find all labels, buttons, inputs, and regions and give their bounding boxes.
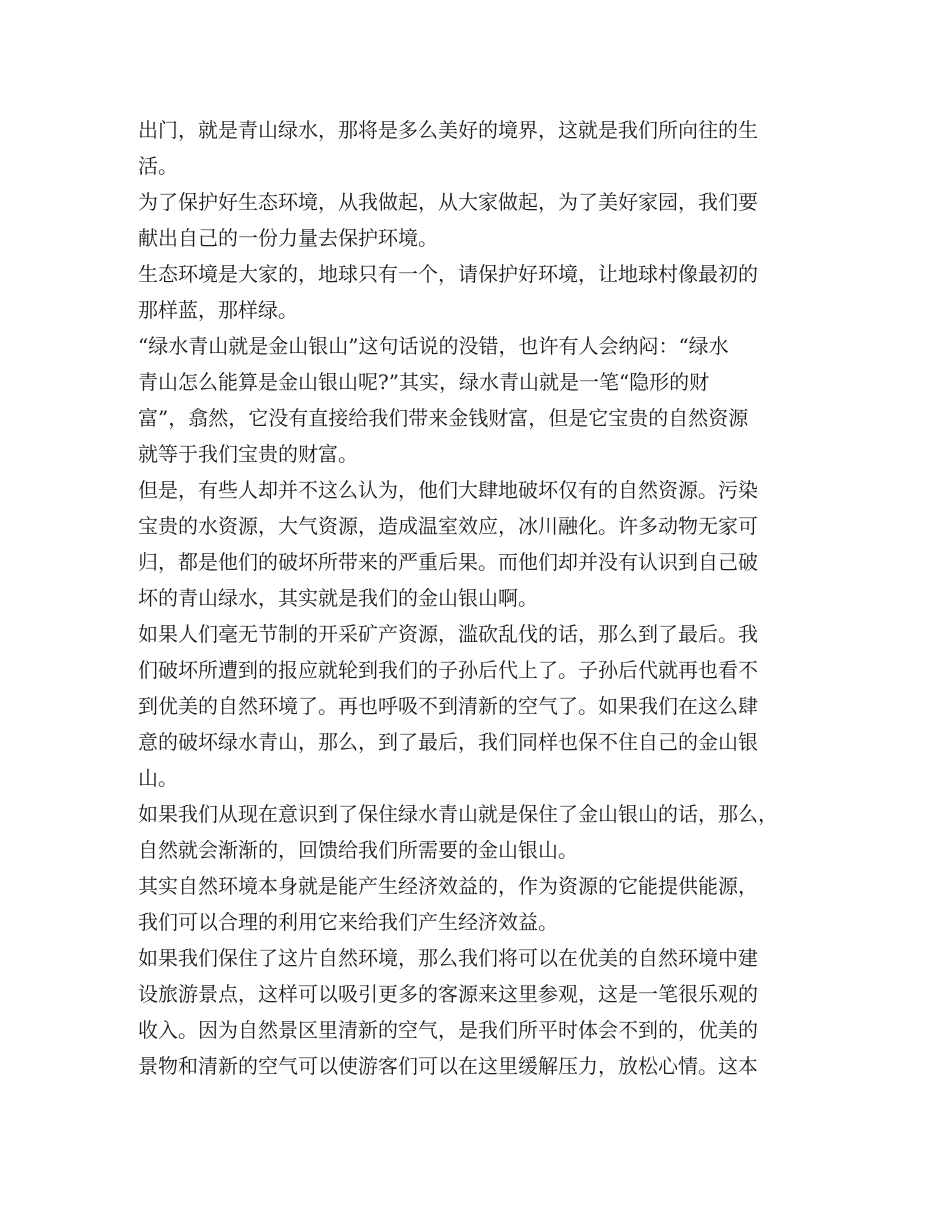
text-line: 坏的青山绿水，其实就是我们的金山银山啊。: [138, 586, 538, 610]
text-line: 到优美的自然环境了。再也呼吸不到清新的空气了。如果我们在这么肆: [138, 694, 758, 718]
text-line: 青山怎么能算是金山银山呢?”其实，绿水青山就是一笔“隐形的财: [138, 370, 710, 394]
text-line: 们破坏所遭到的报应就轮到我们的子孙后代上了。子孙后代就再也看不: [138, 658, 758, 682]
text-line: 景物和清新的空气可以使游客们可以在这里缓解压力，放松心情。这本: [138, 1054, 758, 1078]
text-line: 意的破坏绿水青山，那么，到了最后，我们同样也保不住自己的金山银: [138, 730, 758, 754]
text-line: 其实自然环境本身就是能产生经济效益的，作为资源的它能提供能源，: [138, 874, 758, 898]
text-line: 就等于我们宝贵的财富。: [138, 442, 358, 466]
text-line: 收入。因为自然景区里清新的空气，是我们所平时体会不到的，优美的: [138, 1018, 758, 1042]
text-line: 出门，就是青山绿水，那将是多么美好的境界，这就是我们所向往的生: [138, 118, 758, 142]
text-line: 宝贵的水资源，大气资源，造成温室效应，冰川融化。许多动物无家可: [138, 514, 758, 538]
text-line: 献出自己的一份力量去保护环境。: [138, 226, 438, 250]
text-line: 活。: [138, 154, 178, 178]
text-line: 山。: [138, 766, 178, 790]
text-line: 如果我们从现在意识到了保住绿水青山就是保住了金山银山的话，那么，: [138, 802, 778, 826]
text-line: 自然就会渐渐的，回馈给我们所需要的金山银山。: [138, 838, 578, 862]
text-line: 生态环境是大家的，地球只有一个，请保护好环境，让地球村像最初的: [138, 262, 758, 286]
text-line: 但是，有些人却并不这么认为，他们大肆地破坏仅有的自然资源。污染: [138, 478, 758, 502]
text-line: 我们可以合理的利用它来给我们产生经济效益。: [138, 910, 558, 934]
text-line: 为了保护好生态环境，从我做起，从大家做起，为了美好家园，我们要: [138, 190, 758, 214]
text-line: 富”，翕然，它没有直接给我们带来金钱财富，但是它宝贵的自然资源: [138, 406, 749, 430]
text-line: 如果人们毫无节制的开采矿产资源，滥砍乱伐的话，那么到了最后。我: [138, 622, 758, 646]
text-line: 如果我们保住了这片自然环境，那么我们将可以在优美的自然环境中建: [138, 946, 758, 970]
text-line: “绿水青山就是金山银山”这句话说的没错，也许有人会纳闷：“绿水: [138, 334, 729, 358]
text-line: 设旅游景点，这样可以吸引更多的客源来这里参观，这是一笔很乐观的: [138, 982, 758, 1006]
body-text: [138, 112, 828, 1084]
text-line: 那样蓝，那样绿。: [138, 298, 298, 322]
text-line: 归，都是他们的破坏所带来的严重后果。而他们却并没有认识到自己破: [138, 550, 758, 574]
